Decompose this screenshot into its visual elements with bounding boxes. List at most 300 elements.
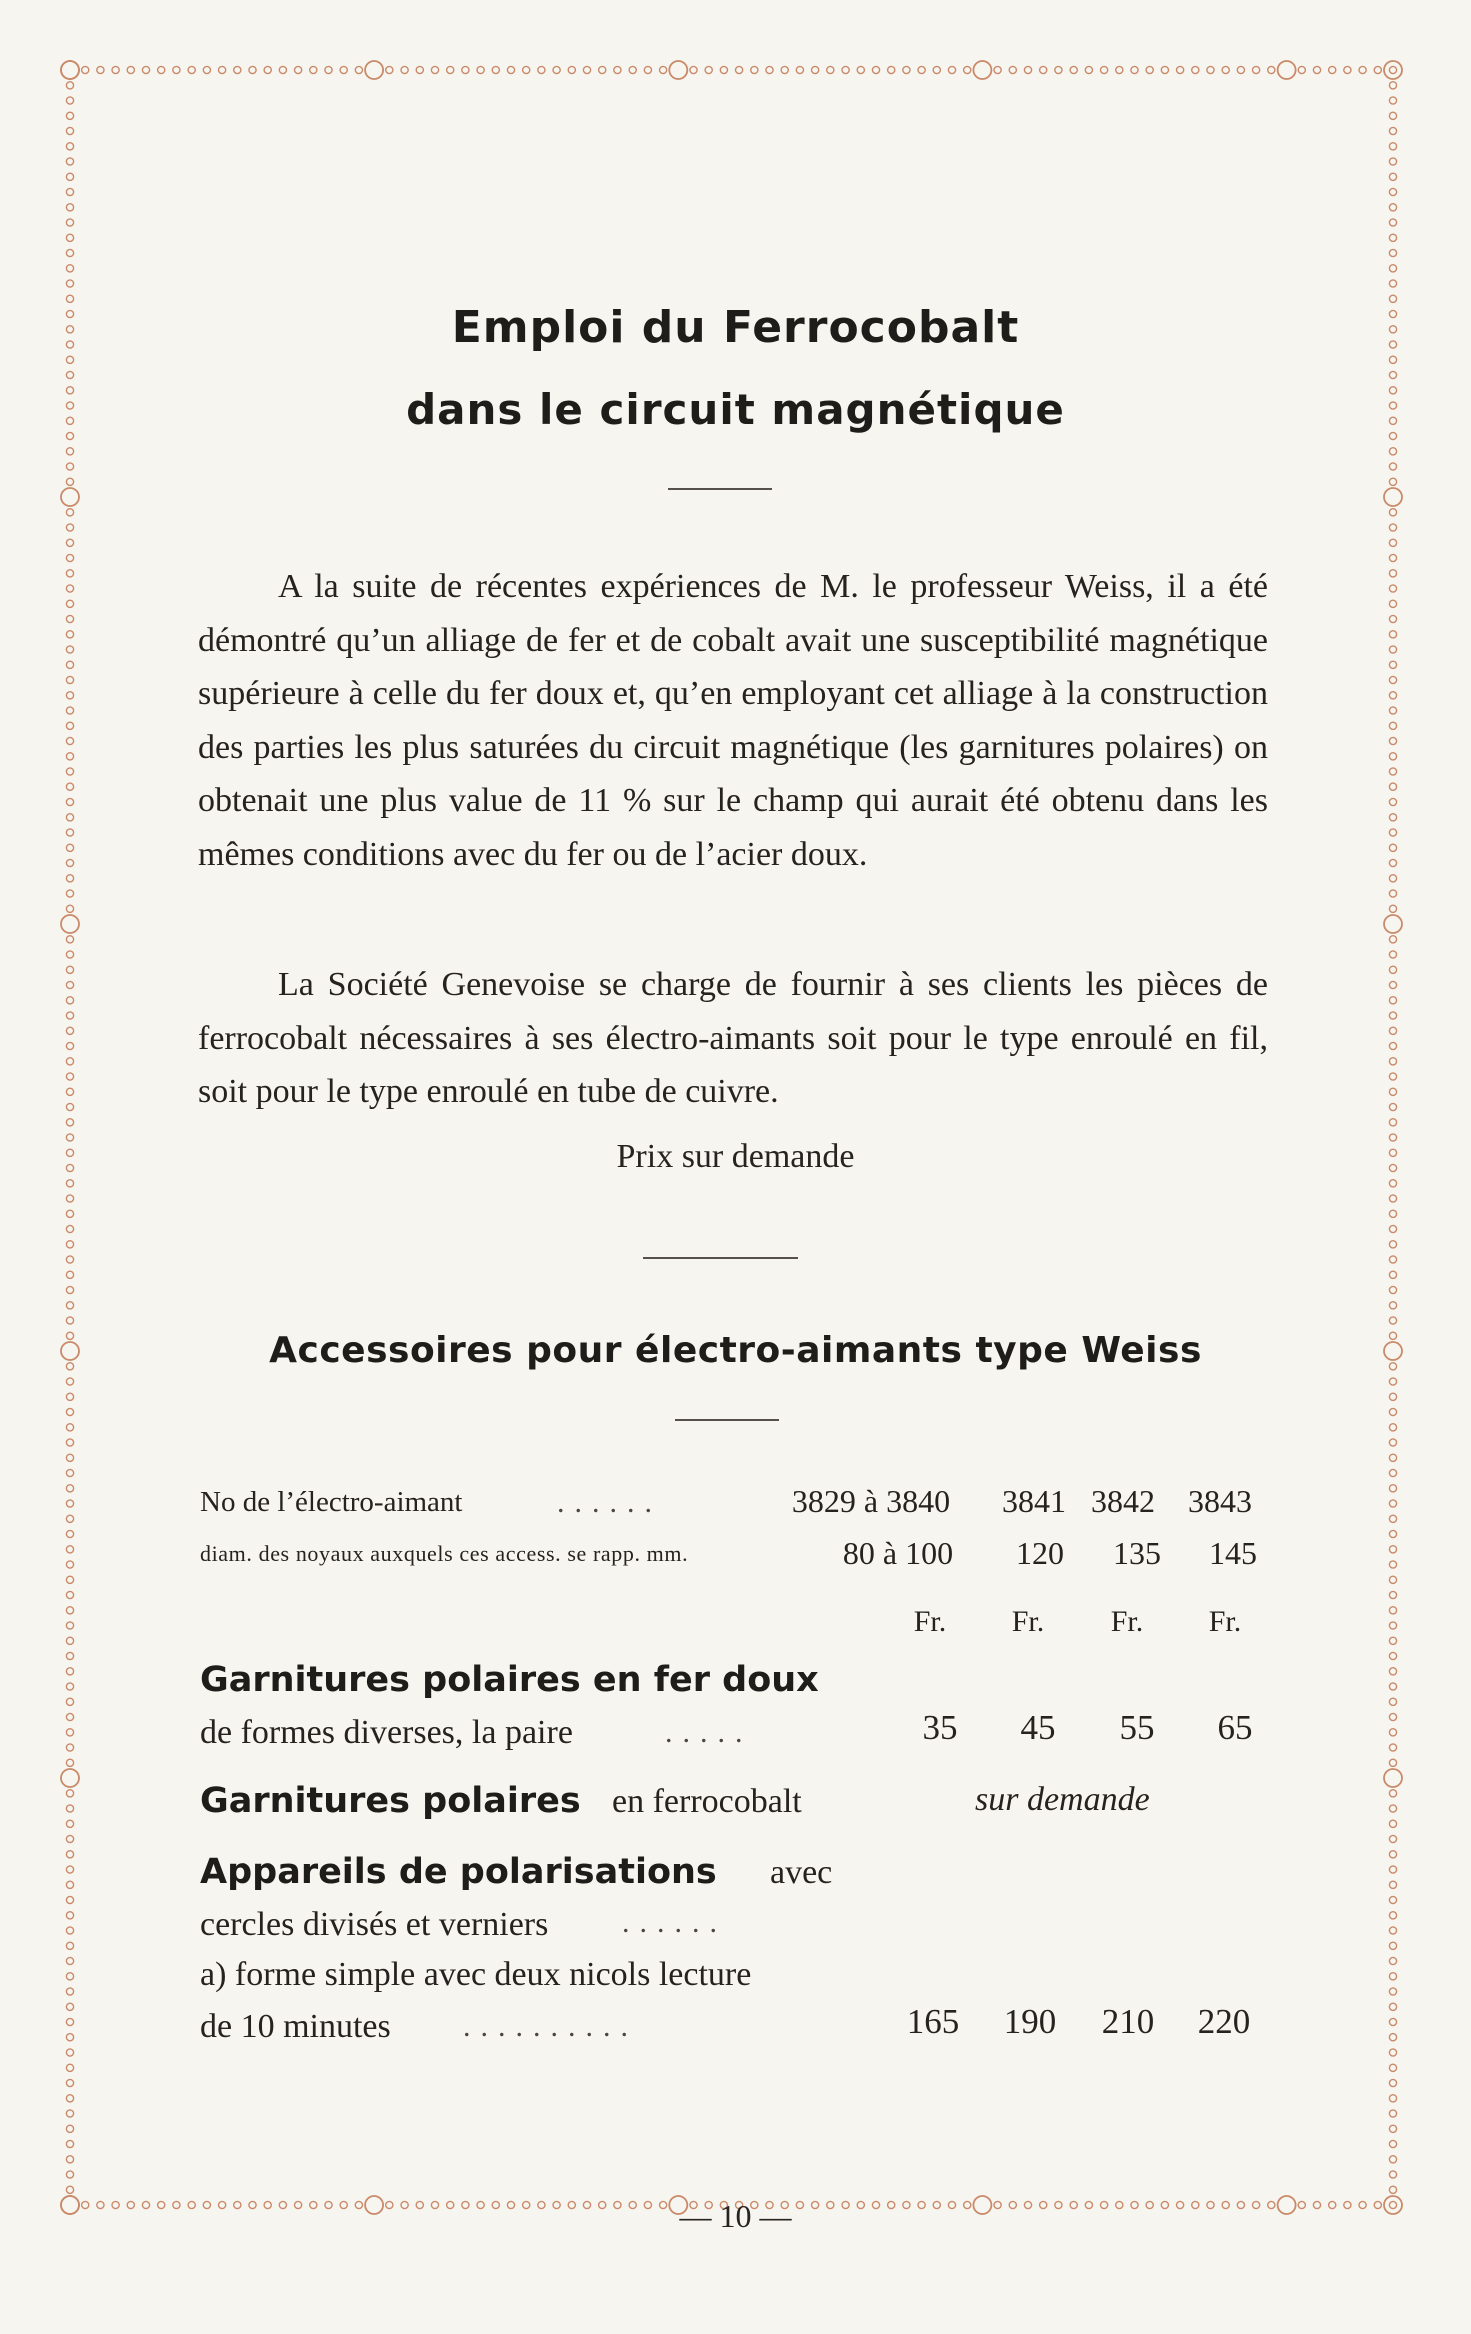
border-dot (66, 844, 73, 851)
border-dot (1389, 1286, 1396, 1293)
border-dot (1389, 1820, 1396, 1827)
border-dot (583, 66, 590, 73)
border-dot (66, 1927, 73, 1934)
border-dot (599, 66, 606, 73)
border-dot (66, 1683, 73, 1690)
border-dot (66, 951, 73, 958)
border-dot (66, 859, 73, 866)
border-dot (660, 66, 667, 73)
border-dot (279, 66, 286, 73)
border-dot (66, 2171, 73, 2178)
border-dot (66, 280, 73, 287)
border-dot (1389, 1805, 1396, 1812)
border-dot (1389, 981, 1396, 988)
border-dot (66, 1744, 73, 1751)
border-dot (66, 1546, 73, 1553)
border-dot (66, 890, 73, 897)
price-cell: 55 (1119, 1708, 1155, 1747)
border-ring (365, 61, 383, 79)
border-dot (249, 66, 256, 73)
border-dot (66, 448, 73, 455)
border-dot (1389, 1759, 1396, 1766)
border-dot (82, 66, 89, 73)
border-dot (66, 1286, 73, 1293)
border-dot (1389, 82, 1396, 89)
border-dot (355, 66, 362, 73)
border-dot (66, 1439, 73, 1446)
border-dot (66, 1454, 73, 1461)
border-dot (1222, 66, 1229, 73)
price-cell: 165 (906, 2002, 960, 2041)
border-dot (66, 112, 73, 119)
border-dot (1389, 737, 1396, 744)
border-dot (1389, 1469, 1396, 1476)
border-dot (1389, 1988, 1396, 1995)
border-dot (1389, 2079, 1396, 2086)
border-dot (66, 1271, 73, 1278)
border-dot (766, 66, 773, 73)
border-dot (66, 1180, 73, 1187)
border-dot (66, 2186, 73, 2193)
divider-rule (643, 1257, 798, 1259)
border-dot (66, 1408, 73, 1415)
border-dot (66, 127, 73, 134)
border-ring (1384, 488, 1402, 506)
border-dot (796, 66, 803, 73)
border-dot (1389, 1698, 1396, 1705)
currency-label: Fr. (1110, 1605, 1144, 1638)
magnet-number: 3829 à 3840 (791, 1483, 951, 1519)
border-dot (1389, 1912, 1396, 1919)
border-dot (1389, 692, 1396, 699)
border-dot (66, 2156, 73, 2163)
border-dot (66, 1820, 73, 1827)
border-dot (1389, 1088, 1396, 1095)
item-description: avec (770, 1854, 833, 1891)
border-dot (1389, 1668, 1396, 1675)
border-dot (1389, 371, 1396, 378)
border-dot (66, 1896, 73, 1903)
border-dot (66, 158, 73, 165)
heading-line-2: dans le circuit magnétique (406, 385, 1065, 434)
border-dot (66, 1500, 73, 1507)
border-dot (1389, 753, 1396, 760)
border-dot (857, 66, 864, 73)
border-dot (325, 66, 332, 73)
border-dot (66, 478, 73, 485)
border-dot (66, 1652, 73, 1659)
border-dot (872, 66, 879, 73)
border-dot (1389, 585, 1396, 592)
border-dot (97, 66, 104, 73)
border-dot (1389, 997, 1396, 1004)
border-dot (1389, 1027, 1396, 1034)
border-dot (447, 66, 454, 73)
border-dot (1389, 844, 1396, 851)
border-dot (66, 554, 73, 561)
border-dot (1389, 1866, 1396, 1873)
border-dot (66, 234, 73, 241)
border-dot (66, 1790, 73, 1797)
border-dot (1389, 1729, 1396, 1736)
border-dot (66, 1576, 73, 1583)
border-dot (1389, 1500, 1396, 1507)
border-dot (1389, 966, 1396, 973)
border-dot (188, 66, 195, 73)
border-dot (1329, 66, 1336, 73)
border-dot (66, 814, 73, 821)
border-dot (964, 66, 971, 73)
border-dot (1085, 66, 1092, 73)
border-dot (66, 1302, 73, 1309)
border-dot (66, 1073, 73, 1080)
border-dot (1146, 66, 1153, 73)
border-dot (1389, 951, 1396, 958)
border-dot (1389, 1195, 1396, 1202)
border-dot (1389, 2171, 1396, 2178)
border-dot (66, 2095, 73, 2102)
border-dot (1389, 2156, 1396, 2163)
border-dot (1389, 1942, 1396, 1949)
border-dot (1389, 1378, 1396, 1385)
border-dot (1389, 1713, 1396, 1720)
paragraph-societe-genevoise: La Société Genevoise se charge de fournir à ses clients les pièces de ferrocobalt nécessaires à ses électro-aimants soit pour le type enroulé en fil, soit pour le type enroulé en tube de cuivre. (198, 966, 1268, 1110)
divider-rule (668, 488, 772, 490)
border-dot (66, 798, 73, 805)
border-dot (1389, 783, 1396, 790)
border-dot (1389, 1241, 1396, 1248)
border-dot (66, 2018, 73, 2025)
border-dot (66, 509, 73, 516)
border-dot (66, 783, 73, 790)
border-dot (1389, 1225, 1396, 1232)
border-dot (66, 1622, 73, 1629)
border-dot (1389, 1058, 1396, 1065)
border-dot (66, 646, 73, 653)
border-dot (1389, 1896, 1396, 1903)
border-dot (66, 1729, 73, 1736)
border-dot (1389, 1210, 1396, 1217)
border-dot (1313, 66, 1320, 73)
border-dot (66, 173, 73, 180)
border-dot (1374, 66, 1381, 73)
border-dot (66, 524, 73, 531)
border-dot (1389, 1454, 1396, 1461)
core-diameter: 145 (1209, 1535, 1257, 1571)
border-dot (477, 66, 484, 73)
border-dot (66, 966, 73, 973)
border-ring (1384, 1769, 1402, 1787)
item-description: de 10 minutes (200, 2008, 391, 2045)
core-diameter-label: diam. des noyaux auxquels ces access. se rapp. mm. (200, 1541, 689, 1566)
item-pole-pieces-soft-iron: Garnitures polaires en fer doux (200, 1660, 819, 1700)
border-dot (431, 66, 438, 73)
border-dot (1389, 1180, 1396, 1187)
border-dot (66, 981, 73, 988)
border-dot (1389, 509, 1396, 516)
border-dot (1389, 280, 1396, 287)
border-dot (1389, 1073, 1396, 1080)
border-dot (1389, 1393, 1396, 1400)
border-dot (173, 66, 180, 73)
border-ring (1384, 915, 1402, 933)
currency-label: Fr. (1011, 1605, 1045, 1638)
border-dot (1389, 2018, 1396, 2025)
border-dot (401, 66, 408, 73)
border-dot (66, 1378, 73, 1385)
border-dot (66, 463, 73, 470)
border-dot (1207, 66, 1214, 73)
border-dot (1389, 661, 1396, 668)
core-diameter: 120 (1016, 1535, 1064, 1571)
border-dot (1040, 66, 1047, 73)
border-dot (1192, 66, 1199, 73)
border-dot (66, 585, 73, 592)
border-dot (1389, 2049, 1396, 2056)
border-dot (827, 66, 834, 73)
border-dot (1389, 1546, 1396, 1553)
border-dot (386, 66, 393, 73)
border-dot (1389, 1515, 1396, 1522)
border-dot (1389, 463, 1396, 470)
border-dot (1389, 2064, 1396, 2071)
border-dot (1024, 66, 1031, 73)
currency-label: Fr. (913, 1605, 947, 1638)
border-dot (66, 1912, 73, 1919)
price-cell: 220 (1197, 2002, 1251, 2041)
price-cell: 210 (1101, 2002, 1155, 2041)
border-dot (66, 539, 73, 546)
border-dot (1389, 768, 1396, 775)
border-dot (66, 1561, 73, 1568)
leader-dots: ...... (557, 1486, 662, 1519)
border-ring (61, 488, 79, 506)
border-dot (66, 1713, 73, 1720)
border-dot (66, 2140, 73, 2147)
border-dot (690, 66, 697, 73)
border-dot (1389, 66, 1396, 73)
border-dot (1389, 1271, 1396, 1278)
border-dot (264, 66, 271, 73)
border-dot (720, 66, 727, 73)
border-dot (295, 66, 302, 73)
border-dot (66, 265, 73, 272)
border-dot (1389, 615, 1396, 622)
border-dot (1389, 188, 1396, 195)
border-ring (61, 61, 79, 79)
border-dot (1389, 905, 1396, 912)
border-dot (203, 66, 210, 73)
price-on-request-cell: sur demande (975, 1781, 1150, 1818)
border-dot (66, 1866, 73, 1873)
border-dot (1389, 356, 1396, 363)
accessories-title: Accessoires pour électro-aimants type Weiss (269, 1330, 1202, 1371)
border-dot (736, 66, 743, 73)
page-number: — 10 — (679, 2198, 792, 2234)
border-dot (1389, 1530, 1396, 1537)
magnet-number: 3843 (1188, 1483, 1252, 1519)
border-dot (492, 66, 499, 73)
border-dot (66, 829, 73, 836)
border-dot (994, 66, 1001, 73)
border-dot (66, 1241, 73, 1248)
border-dot (1389, 1607, 1396, 1614)
border-dot (507, 66, 514, 73)
border-dot (66, 371, 73, 378)
border-dot (1070, 66, 1077, 73)
border-dot (66, 2034, 73, 2041)
border-dot (1389, 1042, 1396, 1049)
border-dot (66, 1668, 73, 1675)
price-cell: 190 (1003, 2002, 1057, 2041)
border-dot (1389, 173, 1396, 180)
border-dot (66, 1881, 73, 1888)
border-dot (66, 1515, 73, 1522)
border-dot (66, 2125, 73, 2132)
leader-dots: ..... (665, 1716, 753, 1749)
border-dot (903, 66, 910, 73)
border-dot (1389, 631, 1396, 638)
border-ring (973, 61, 991, 79)
border-dot (66, 2064, 73, 2071)
border-dot (1389, 798, 1396, 805)
border-dot (1389, 2110, 1396, 2117)
border-dot (66, 1851, 73, 1858)
border-dot (1389, 234, 1396, 241)
border-dot (66, 1027, 73, 1034)
border-dot (66, 2003, 73, 2010)
border-dot (416, 66, 423, 73)
price-cell: 45 (1020, 1708, 1056, 1747)
border-dot (1389, 265, 1396, 272)
border-dot (1389, 829, 1396, 836)
border-dot (1389, 1302, 1396, 1309)
border-dot (1389, 2034, 1396, 2041)
border-ring (669, 61, 687, 79)
border-dot (66, 737, 73, 744)
core-diameter: 135 (1113, 1535, 1161, 1571)
border-dot (66, 82, 73, 89)
border-dot (1009, 66, 1016, 73)
border-dot (142, 66, 149, 73)
border-dot (66, 1957, 73, 1964)
border-dot (523, 66, 530, 73)
border-dot (629, 66, 636, 73)
border-dot (1389, 1973, 1396, 1980)
border-dot (66, 1119, 73, 1126)
border-dot (66, 1607, 73, 1614)
item-pole-pieces-ferrocobalt: Garnitures polaires (200, 1781, 581, 1821)
paragraph-weiss-experiments: A la suite de récentes expériences de M. le professeur Weiss, il a été démontré qu’un alliage de fer et de cobalt avait une susceptibilité magnétique supérieure à celle du fer doux et, qu’en employant cet alliage à la construction des parties les plus saturées du circuit magnétique (les garnitures polaires) on obtenait une plus value de 11 % sur le champ qui aurait été obtenu dans les mêmes conditions avec du fer ou de l’acier doux. (198, 568, 1268, 873)
border-dot (1389, 1576, 1396, 1583)
border-dot (1298, 66, 1305, 73)
border-dot (1389, 646, 1396, 653)
border-dot (1359, 66, 1366, 73)
border-dot (1389, 249, 1396, 256)
border-dot (781, 66, 788, 73)
border-dot (1389, 127, 1396, 134)
border-dot (66, 1759, 73, 1766)
border-dot (462, 66, 469, 73)
currency-label: Fr. (1208, 1605, 1242, 1638)
border-dot (66, 1225, 73, 1232)
border-dot (1389, 1256, 1396, 1263)
border-dot (933, 66, 940, 73)
border-dot (66, 1393, 73, 1400)
price-on-request: Prix sur demande (616, 1138, 855, 1175)
border-dot (614, 66, 621, 73)
core-diameter: 80 à 100 (842, 1535, 954, 1571)
border-dot (66, 1698, 73, 1705)
item-description: a) forme simple avec deux nicols lecture (200, 1956, 752, 1993)
border-dot (568, 66, 575, 73)
border-dot (1389, 524, 1396, 531)
border-dot (234, 66, 241, 73)
border-dot (812, 66, 819, 73)
border-dot (1389, 97, 1396, 104)
leader-dots: ...... (622, 1906, 727, 1939)
border-dot (66, 936, 73, 943)
heading-line-1: Emploi du Ferrocobalt (451, 302, 1020, 353)
border-dot (888, 66, 895, 73)
border-dot (158, 66, 165, 73)
price-cell: 65 (1217, 1708, 1253, 1747)
border-dot (842, 66, 849, 73)
border-dot (66, 356, 73, 363)
border-dot (66, 570, 73, 577)
border-dot (66, 2110, 73, 2117)
border-dot (1389, 1119, 1396, 1126)
border-dot (1389, 1927, 1396, 1934)
border-dot (1389, 1790, 1396, 1797)
border-dot (1389, 1622, 1396, 1629)
border-dot (66, 1256, 73, 1263)
border-dot (1389, 570, 1396, 577)
border-dot (66, 1103, 73, 1110)
border-dot (751, 66, 758, 73)
border-dot (66, 692, 73, 699)
border-dot (66, 615, 73, 622)
divider-rule (675, 1419, 779, 1421)
border-dot (644, 66, 651, 73)
border-dot (1389, 1591, 1396, 1598)
border-dot (1389, 1439, 1396, 1446)
border-dot (1389, 1835, 1396, 1842)
border-dot (1101, 66, 1108, 73)
border-dot (1389, 1881, 1396, 1888)
border-dot (553, 66, 560, 73)
border-dot (918, 66, 925, 73)
border-dot (66, 2079, 73, 2086)
border-dot (1268, 66, 1275, 73)
border-dot (66, 1058, 73, 1065)
border-dot (1389, 1957, 1396, 1964)
magnet-number: 3841 (1002, 1483, 1066, 1519)
border-dot (1389, 722, 1396, 729)
border-dot (1389, 1851, 1396, 1858)
leader-dots: .......... (463, 2010, 638, 2043)
border-dot (66, 1469, 73, 1476)
item-description: cercles divisés et verniers (200, 1906, 549, 1943)
border-dot (310, 66, 317, 73)
border-dot (1389, 1424, 1396, 1431)
item-polarisation-apparatus: Appareils de polarisations (200, 1852, 717, 1892)
border-dot (66, 661, 73, 668)
border-dot (66, 1210, 73, 1217)
border-ring (1278, 61, 1296, 79)
border-dot (66, 1988, 73, 1995)
border-dot (66, 1088, 73, 1095)
